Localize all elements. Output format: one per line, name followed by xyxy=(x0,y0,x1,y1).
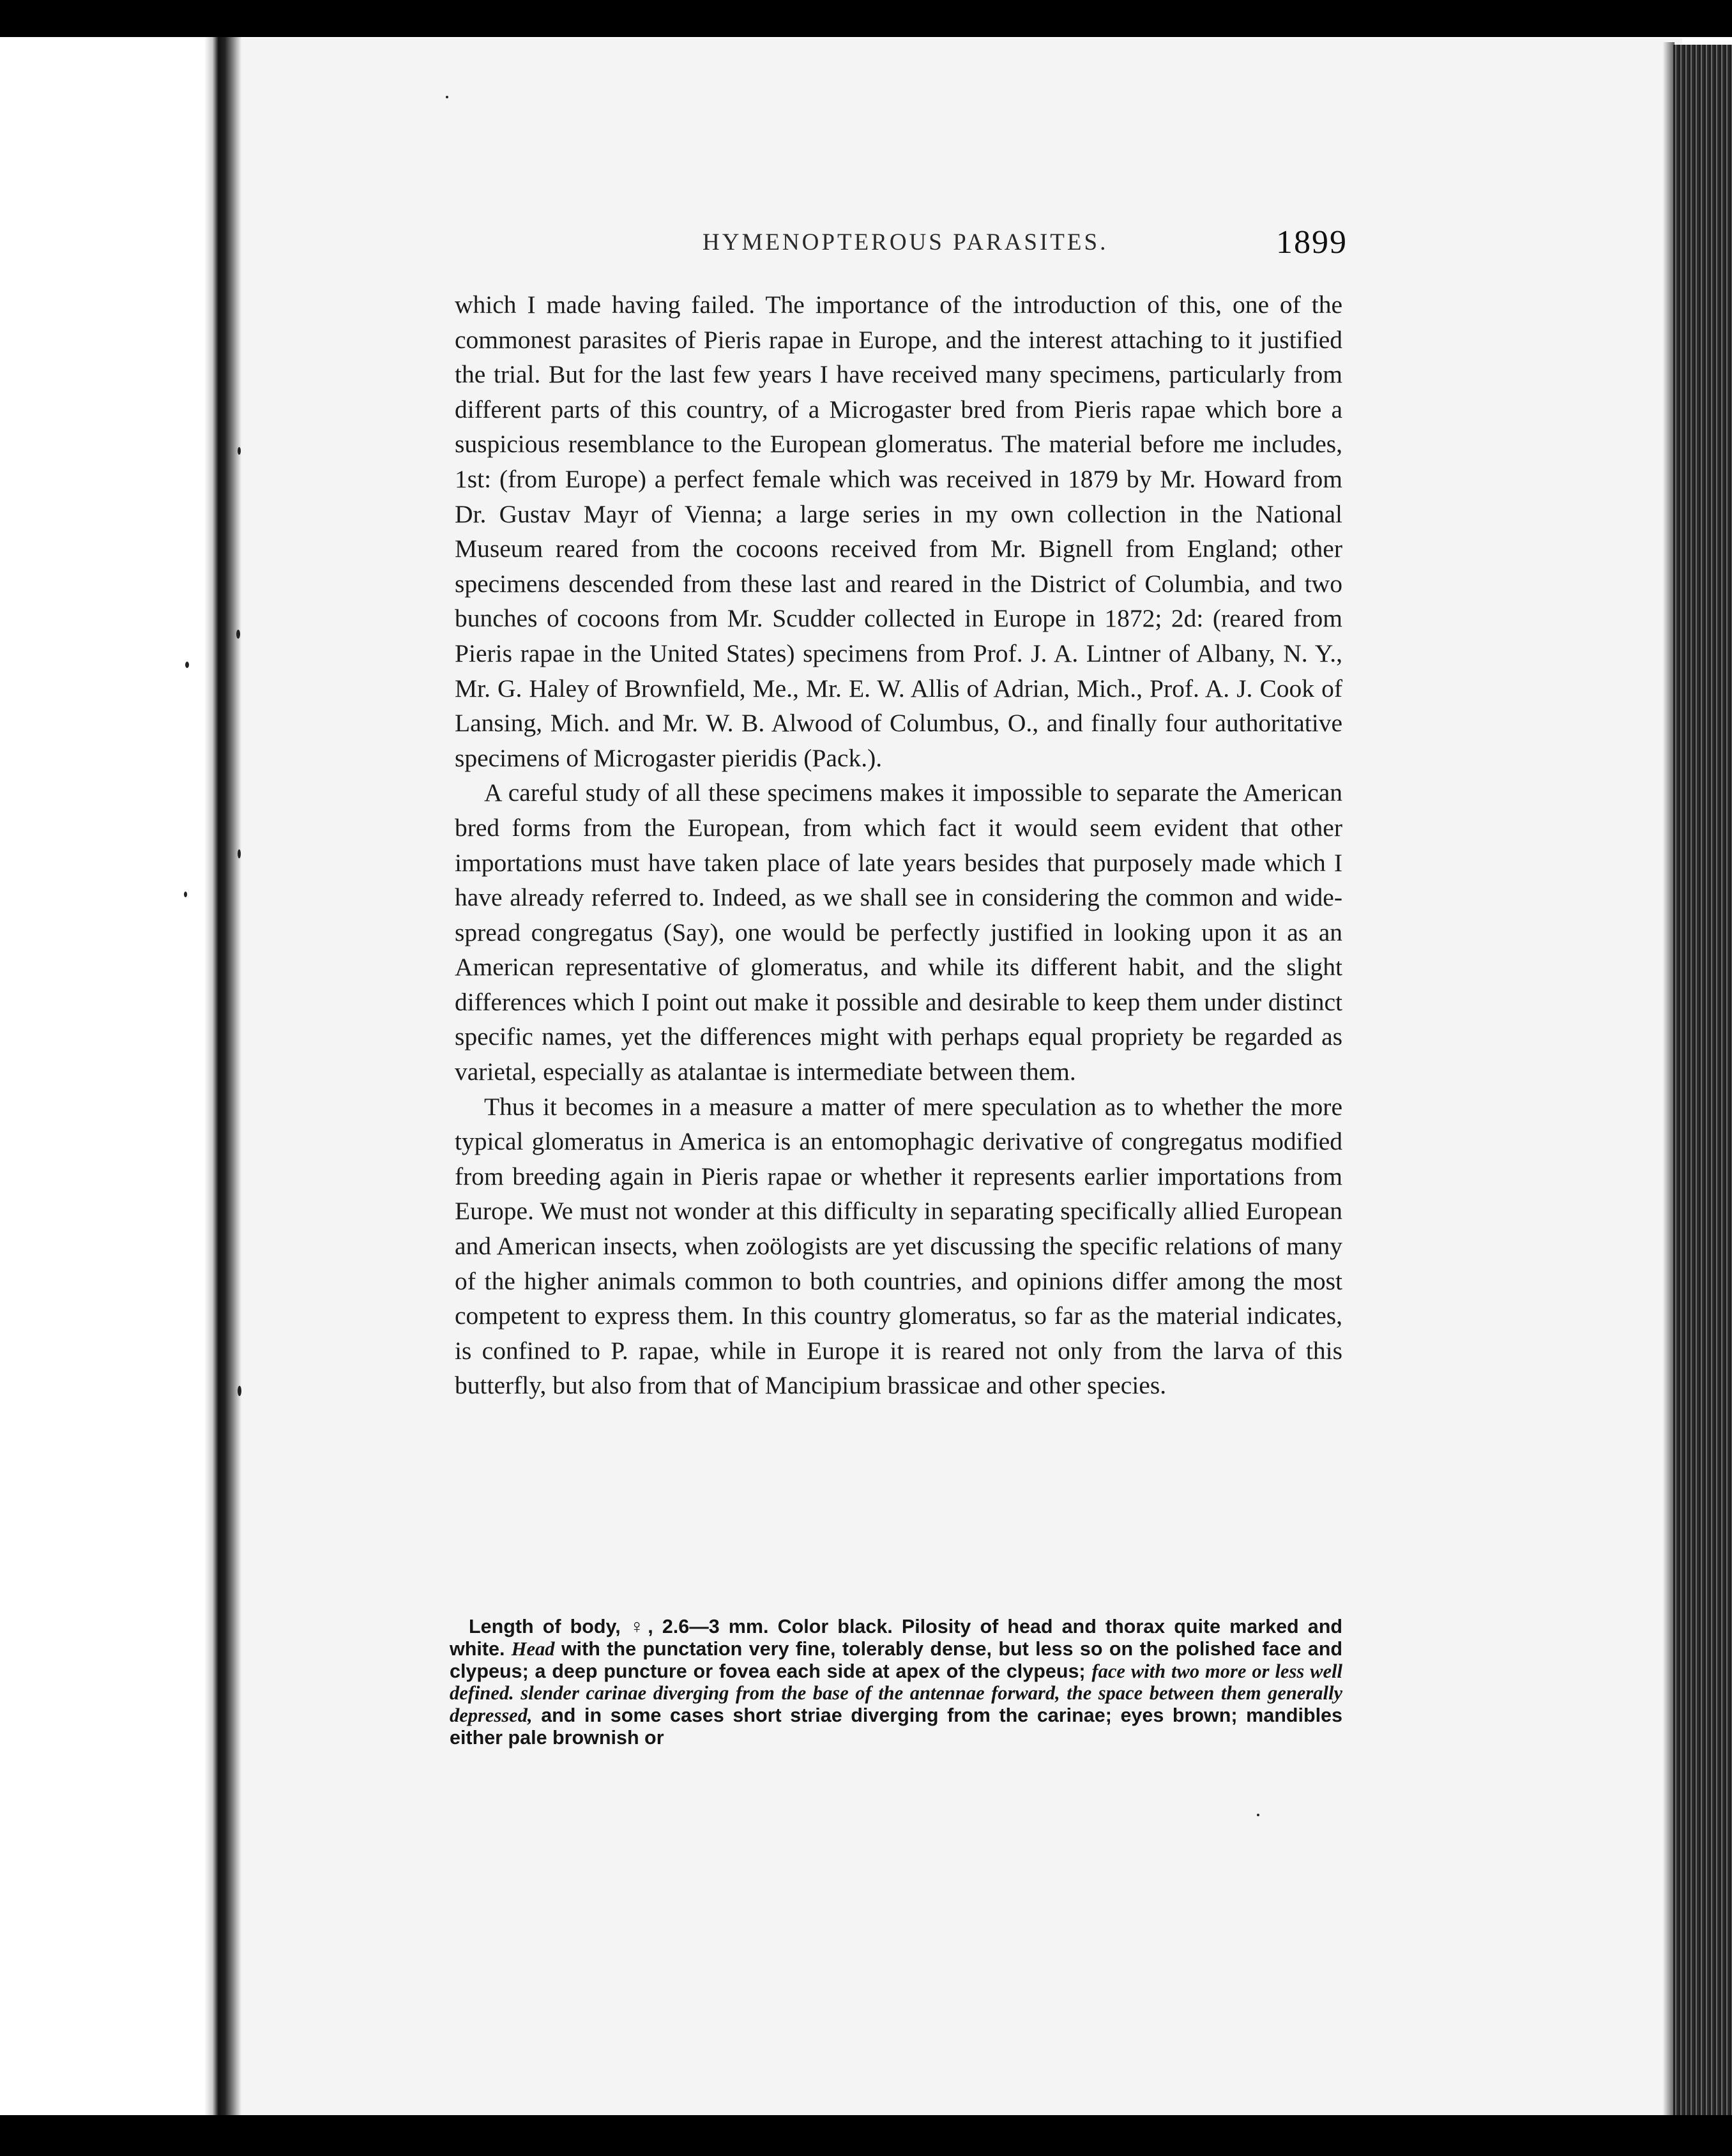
description-text: and in some cases short striae diverging from the carinae; eyes brown; mandibles either pale brownish or xyxy=(450,1704,1342,1749)
page-number: 1899 xyxy=(1276,224,1348,261)
book-gutter xyxy=(204,37,241,2115)
left-page-blank xyxy=(0,37,204,2115)
description-text: Length of body, ♀, 2.6—3 mm. Color black. Pilosity of head and thorax quite marked and white. xyxy=(450,1616,1342,1660)
page-speck xyxy=(446,96,448,98)
species-description xyxy=(450,1616,1342,1749)
paragraph: Thus it becomes in a measure a matter of mere speculation as to whether the more typical glomeratus in America is an entomophagic derivative of congregatus modified from breeding again in Pieris rapae or whether it represents earlier importations from Europe. We must not wonder at this difficulty in separating specifically allied European and American insects, when zoölogists are yet discussing the specific relations of many of the higher animals common to both countries, and opinions differ among the most competent to express them. In this country glomeratus, so far as the material indicates, is confined to P. rapae, while in Europe it is reared not only from the larva of this butterfly, but also from that of Mancipium brassicae and other species. xyxy=(455,1092,1342,1400)
scan-frame-top xyxy=(0,0,1732,37)
paragraph: A careful study of all these specimens makes it impossible to separate the American bred forms from the European, from which fact it would seem evident that other importations must have taken place of late years besides that purposely made which I have already referred to. Indeed, as we shall see in considering the common and wide-spread congregatus (Say), one would be perfectly justified in looking upon it as an American representative of glomeratus, and while its different habit, and the slight differences which I point out make it possible and desirable to keep them under distinct specific names, yet the differences might with perhaps equal propriety be regarded as varietal, especially as atalantae is intermediate between them. xyxy=(455,778,1342,1086)
head-label: Head xyxy=(511,1637,555,1660)
margin-speck xyxy=(184,892,187,897)
running-title: HYMENOPTEROUS PARASITES. xyxy=(703,229,1109,255)
book-page-edges xyxy=(1673,45,1732,2115)
body-text xyxy=(455,287,1342,1403)
margin-speck xyxy=(185,662,189,668)
page-speck xyxy=(236,630,240,639)
page-speck xyxy=(238,849,241,858)
scan-frame-bottom xyxy=(0,2115,1732,2156)
description-text: with the punctation very fine, tolerably dense, but less so on the polished face and clypeus; a deep puncture or fovea each side at apex of the clypeus; xyxy=(450,1637,1342,1682)
page-speck xyxy=(1257,1814,1259,1816)
page-speck xyxy=(238,447,241,455)
description-italic: face with two more or less well defined. slender carinae diverging from the base of the antennae forward, the space between them generally depressed, xyxy=(450,1660,1342,1727)
page-speck xyxy=(238,1386,241,1396)
paragraph: which I made having failed. The importance of the introduction of this, one of the commonest parasites of Pieris rapae in Europe, and the interest attaching to it justified the trial. But for the last few years I have received many specimens, particularly from different parts of this country, of a Microgaster bred from Pieris rapae which bore a suspicious resemblance to the European glomeratus. The material before me includes, 1st: (from Europe) a perfect female which was received in 1879 by Mr. Howard from Dr. Gustav Mayr of Vienna; a large series in my own collection in the National Museum reared from the cocoons received from Mr. Bignell from England; other specimens descended from these last and reared in the District of Columbia, and two bunches of cocoons from Mr. Scudder collected in Europe in 1872; 2d: (reared from Pieris rapae in the United States) specimens from Prof. J. A. Lintner of Albany, N. Y., Mr. G. Haley of Brownfield, Me., Mr. E. W. Allis of Adrian, Mich., Prof. A. J. Cook of Lansing, Mich. and Mr. W. B. Alwood of Columbus, O., and finally four authoritative specimens of Microgaster pieridis (Pack.). xyxy=(455,291,1342,772)
